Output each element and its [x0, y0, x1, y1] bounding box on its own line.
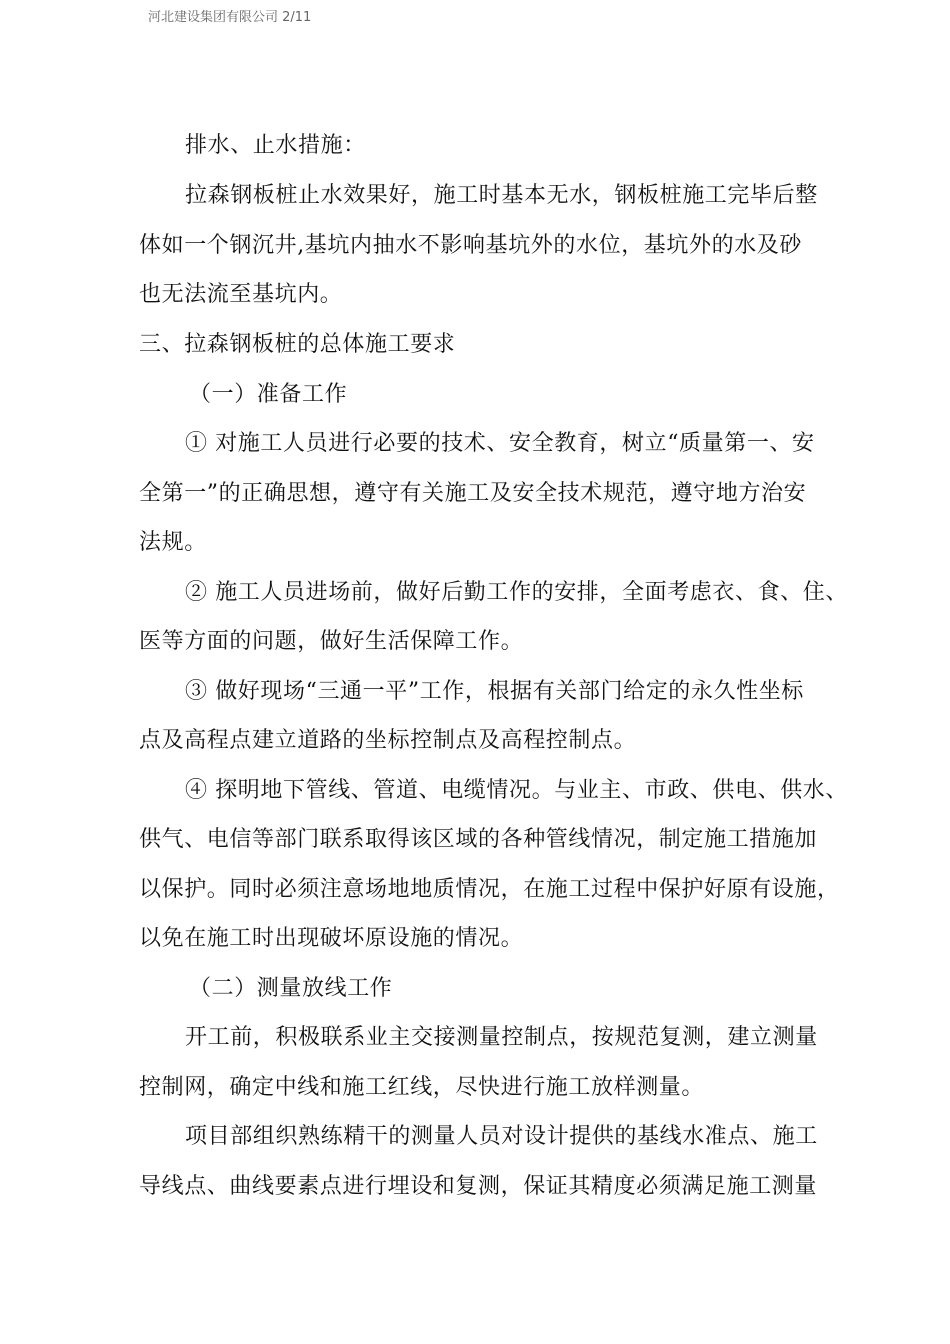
list-item-line: 以免在施工时出现破坏原设施的情况。 — [139, 926, 524, 951]
paragraph-line: 也无法流至基坑内。 — [139, 282, 343, 307]
list-item-line: 供气、电信等部门联系取得该区域的各种管线情况，制定施工措施加 — [139, 827, 818, 852]
paragraph-line: 拉森钢板桩止水效果好，施工时基本无水，钢板桩施工完毕后整 — [185, 183, 818, 208]
list-item-line: 点及高程点建立道路的坐标控制点及高程控制点。 — [139, 728, 637, 753]
list-item-line: 医等方面的问题，做好生活保障工作。 — [139, 629, 524, 654]
subsection-heading: （一）准备工作 — [189, 382, 348, 407]
paragraph-line: 体如一个钢沉井,基坑内抽水不影响基坑外的水位，基坑外的水及砂 — [139, 233, 802, 258]
paragraph-line: 开工前，积极联系业主交接测量控制点，按规范复测，建立测量 — [185, 1025, 818, 1050]
list-item-line: 以保护。同时必须注意场地地质情况，在施工过程中保护好原有设施， — [139, 877, 840, 902]
paragraph-line: 导线点、曲线要素点进行埋设和复测，保证其精度必须满足施工测量 — [139, 1174, 818, 1199]
subsection-heading: （二）测量放线工作 — [189, 976, 393, 1001]
list-item-line: 法规。 — [139, 530, 207, 555]
paragraph-line: 控制网，确定中线和施工红线，尽快进行施工放样测量。 — [139, 1075, 705, 1100]
page-header: 河北建设集团有限公司 2/11 — [148, 10, 312, 25]
paragraph-heading-drainage: 排水、止水措施： — [185, 133, 366, 158]
list-item-line: ③ 做好现场“三通一平”工作，根据有关部门给定的永久性坐标 — [185, 679, 804, 704]
list-item-line: ④ 探明地下管线、管道、电缆情况。与业主、市政、供电、供水、 — [185, 778, 848, 803]
list-item-line: ① 对施工人员进行必要的技术、安全教育，树立“质量第一、安 — [185, 431, 815, 456]
list-item-line: 全第一”的正确思想，遵守有关施工及安全技术规范，遵守地方治安 — [139, 481, 807, 506]
paragraph-line: 项目部组织熟练精干的测量人员对设计提供的基线水准点、施工 — [185, 1124, 818, 1149]
section-heading: 三、拉森钢板桩的总体施工要求 — [139, 332, 456, 357]
list-item-line: ② 施工人员进场前，做好后勤工作的安排，全面考虑衣、食、住、 — [185, 580, 848, 605]
